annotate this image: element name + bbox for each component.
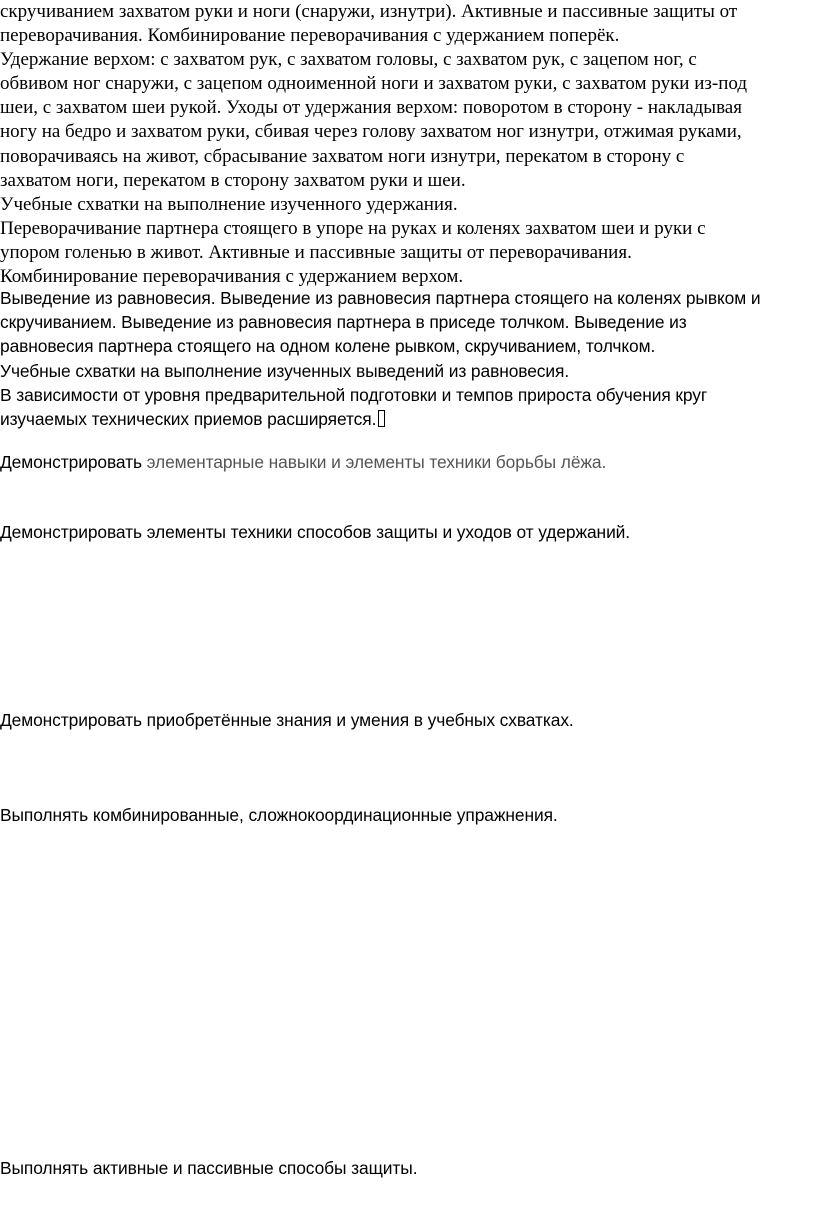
outcome-item-2: Демонстрировать элементы техники способов защиты и уходов от удержаний. — [0, 522, 631, 542]
paragraph-line: переворачивания. Комбинирование переворачивания с удержанием поперёк. — [0, 25, 620, 47]
paragraph-line: Переворачивание партнера стоящего в упоре на руках и коленях захватом шеи и руки с — [0, 217, 706, 239]
document-body-serif — [0, 0, 816, 289]
paragraph-line: скручиванием. Выведение из равновесия партнера в приседе толчком. Выведение из — [0, 312, 687, 333]
paragraph-line — [0, 407, 816, 431]
document-body-sans — [0, 286, 816, 431]
paragraph-line: захватом ноги, перекатом в сторону захватом руки и шеи. — [0, 169, 466, 191]
paragraph-line: Комбинирование переворачивания с удержанием верхом. — [0, 266, 464, 288]
outcome-item-5: Выполнять активные и пассивные способы защиты. — [0, 1158, 418, 1178]
paragraph-line: ногу на бедро и захватом руки, сбивая через голову захватом ног изнутри, отжимая руками, — [0, 121, 742, 143]
paragraph-line: шеи, с захватом шеи рукой. Уходы от удержания верхом: поворотом в сторону - накладывая — [0, 97, 742, 119]
outcome-item-4: Выполнять комбинированные, сложнокоординационные упражнения. — [0, 805, 558, 825]
paragraph-line-text: изучаемых технических приемов расширяется. — [0, 409, 377, 430]
paragraph-line: равновесия партнера стоящего на одном колене рывком, скручиванием, толчком. — [0, 336, 656, 357]
outcome-text: элементарные навыки и элементы техники борьбы лёжа. — [141, 452, 607, 472]
paragraph-line: скручиванием захватом руки и ноги (снаружи, изнутри). Активные и пассивные защиты от — [0, 1, 738, 22]
paragraph-line: упором голенью в живот. Активные и пассивные защиты от переворачивания. — [0, 241, 632, 263]
outcome-verb: Демонстрировать — [0, 452, 142, 472]
outcome-item-1 — [0, 450, 606, 474]
paragraph-line: Учебные схватки на выполнение изученных выведений из равновесия. — [0, 360, 570, 381]
paragraph-line: В зависимости от уровня предварительной подготовки и темпов прироста обучения круг — [0, 384, 708, 405]
paragraph-line: Удержание верхом: с захватом рук, с захватом головы, с захватом рук, с зацепом ног, с — [0, 49, 697, 71]
paragraph-line: Выведение из равновесия. Выведение из равновесия партнера стоящего на коленях рывком и — [0, 288, 761, 308]
paragraph-line: Учебные схватки на выполнение изученного удержания. — [0, 193, 458, 215]
missing-glyph-icon — [378, 410, 385, 427]
outcome-item-3: Демонстрировать приобретённые знания и умения в учебных схватках. — [0, 710, 574, 730]
paragraph-line: обвивом ног снаружи, с зацепом одноименной ноги и захватом руки, с захватом руки из-под — [0, 73, 748, 95]
paragraph-line: поворачиваясь на живот, сбрасывание захватом ноги изнутри, перекатом в сторону с — [0, 145, 685, 167]
